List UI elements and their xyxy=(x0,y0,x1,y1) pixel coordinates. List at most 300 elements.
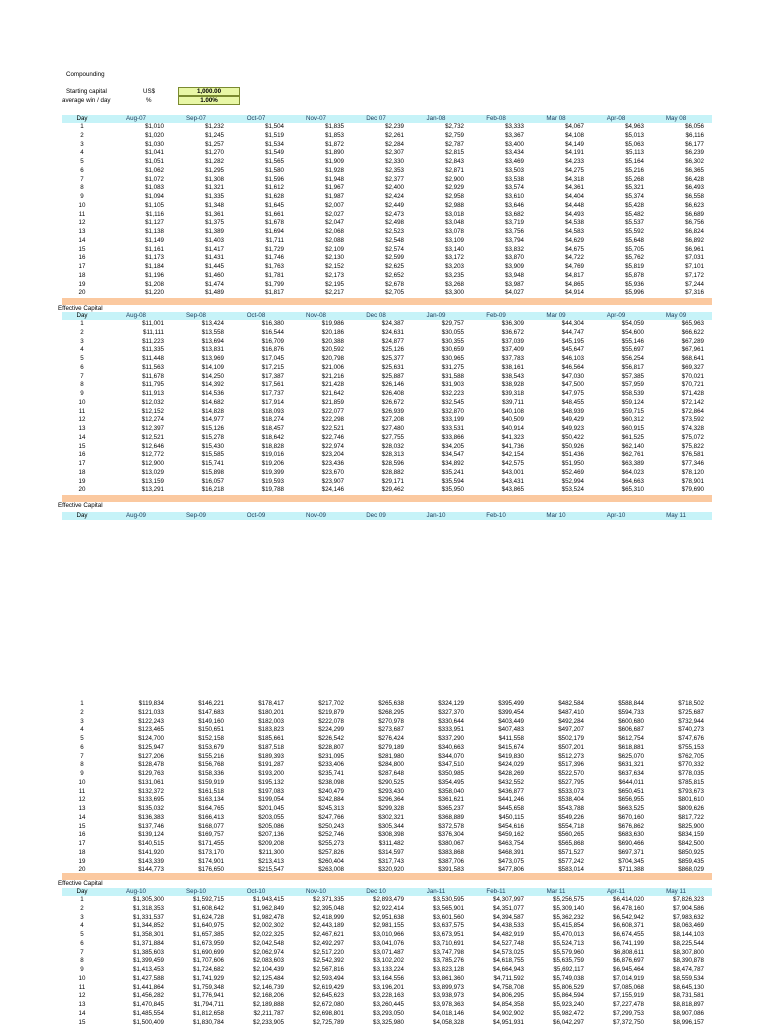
capital-cell: $3,235 xyxy=(445,271,464,279)
capital-cell: $176,650 xyxy=(198,866,224,874)
capital-cell: $29,757 xyxy=(441,320,464,327)
capital-cell: $4,806,295 xyxy=(493,992,524,1000)
capital-cell: $6,478,160 xyxy=(613,904,644,912)
capital-cell: $11,795 xyxy=(142,381,164,389)
capital-cell: $22,298 xyxy=(321,416,344,424)
capital-cell: $3,203 xyxy=(445,263,464,270)
capital-cell: $625,070 xyxy=(618,752,644,760)
capital-cell: $403,449 xyxy=(498,717,524,725)
capital-cell: $12,397 xyxy=(141,425,164,432)
month-header: Sep-09 xyxy=(186,512,206,519)
capital-cell: $123,465 xyxy=(138,726,164,734)
capital-cell: $129,763 xyxy=(138,770,164,777)
capital-cell: $5,415,854 xyxy=(553,922,584,930)
capital-cell: $8,907,086 xyxy=(673,1009,704,1017)
capital-cell: $2,645,623 xyxy=(313,992,344,1000)
capital-cell: $2,705 xyxy=(385,289,404,297)
capital-cell: $4,027 xyxy=(505,289,524,297)
capital-cell: $3,574 xyxy=(505,184,524,192)
capital-cell: $23,204 xyxy=(321,451,344,459)
capital-cell: $25,126 xyxy=(381,346,404,354)
capital-cell: $6,365 xyxy=(685,166,704,174)
average-win-input[interactable]: 1.00% xyxy=(178,96,240,105)
month-header: May 11 xyxy=(666,888,686,895)
capital-cell: $35,950 xyxy=(441,486,464,494)
capital-cell: $1,220 xyxy=(145,289,164,297)
capital-cell: $340,663 xyxy=(438,743,464,751)
capital-cell: $2,284 xyxy=(385,140,404,148)
capital-cell: $2,130 xyxy=(325,254,344,262)
capital-cell: $15,898 xyxy=(201,468,224,476)
capital-cell: $2,233,905 xyxy=(253,1018,284,1026)
day-number: 10 xyxy=(78,398,86,406)
capital-cell: $153,679 xyxy=(198,743,224,751)
capital-cell: $6,042,297 xyxy=(553,1018,584,1026)
capital-cell: $8,144,103 xyxy=(673,931,704,938)
capital-cell: $21,859 xyxy=(321,398,344,406)
capital-cell: $124,700 xyxy=(138,735,164,742)
capital-cell: $69,327 xyxy=(681,363,704,371)
capital-cell: $31,588 xyxy=(441,372,464,380)
capital-cell: $24,146 xyxy=(321,486,344,494)
capital-cell: $432,552 xyxy=(498,778,524,786)
capital-cell: $2,900 xyxy=(445,175,464,183)
capital-cell: $24,631 xyxy=(381,328,404,336)
capital-cell: $2,871 xyxy=(445,166,464,174)
capital-cell: $15,430 xyxy=(201,442,224,450)
day-number: 17 xyxy=(78,263,86,270)
capital-cell: $1,308 xyxy=(205,175,224,183)
capital-cell: $801,610 xyxy=(678,796,704,804)
capital-cell: $7,031 xyxy=(685,254,704,262)
capital-cell: $4,493 xyxy=(565,210,584,218)
capital-cell: $8,390,878 xyxy=(673,957,704,965)
capital-cell: $12,521 xyxy=(141,433,164,441)
capital-cell: $372,578 xyxy=(438,822,464,830)
capital-cell: $1,835 xyxy=(325,123,344,130)
capital-cell: $473,075 xyxy=(498,857,524,865)
capital-cell: $290,525 xyxy=(378,778,404,786)
month-header: Jan-10 xyxy=(426,512,446,519)
day-number: 2 xyxy=(80,328,84,336)
capital-cell: $3,719 xyxy=(505,219,524,227)
capital-cell: $4,914 xyxy=(565,289,584,297)
capital-cell: $2,168,206 xyxy=(253,992,284,1000)
capital-cell: $6,302 xyxy=(685,158,704,165)
day-number: 4 xyxy=(80,346,84,354)
capital-cell: $34,547 xyxy=(441,451,464,459)
capital-cell: $817,722 xyxy=(678,813,704,821)
capital-cell: $3,469 xyxy=(505,158,524,165)
month-header: Mar 11 xyxy=(546,888,566,895)
capital-cell: $185,661 xyxy=(258,735,284,742)
capital-cell: $3,503 xyxy=(505,166,524,174)
average-win-label: average win / day xyxy=(62,97,111,104)
day-number: 9 xyxy=(80,390,84,397)
capital-cell: $1,612 xyxy=(265,184,284,192)
capital-cell: $29,171 xyxy=(381,477,404,485)
capital-cell: $48,455 xyxy=(561,398,584,406)
capital-cell: $4,758,708 xyxy=(493,983,524,991)
capital-cell: $793,673 xyxy=(678,787,704,795)
capital-cell: $1,489 xyxy=(205,289,224,297)
capital-cell: $22,077 xyxy=(321,407,344,415)
capital-cell: $2,922,414 xyxy=(373,904,404,912)
capital-cell: $868,029 xyxy=(678,866,704,874)
capital-cell: $487,410 xyxy=(558,708,584,716)
day-number: 15 xyxy=(78,245,86,253)
capital-cell: $333,951 xyxy=(438,726,464,734)
capital-cell: $5,256,575 xyxy=(553,896,584,903)
day-number: 16 xyxy=(78,254,86,262)
capital-cell: $41,323 xyxy=(501,433,524,441)
capital-cell: $16,380 xyxy=(261,320,284,327)
capital-cell: $3,601,560 xyxy=(433,913,464,921)
capital-cell: $16,876 xyxy=(261,346,284,354)
capital-cell: $5,524,713 xyxy=(553,939,584,947)
capital-cell: $859,435 xyxy=(678,857,704,865)
capital-cell: $13,694 xyxy=(201,337,224,345)
capital-cell: $14,250 xyxy=(201,372,224,380)
capital-cell: $23,907 xyxy=(321,477,344,485)
month-header: Nov-08 xyxy=(306,312,326,319)
capital-cell: $4,817 xyxy=(565,271,584,279)
month-header: Sep-10 xyxy=(186,888,206,895)
capital-cell: $11,111 xyxy=(143,328,164,336)
capital-cell: $1,417 xyxy=(205,245,224,253)
capital-cell: $2,146,739 xyxy=(253,983,284,991)
day-number: 11 xyxy=(78,787,86,795)
capital-cell: $1,245 xyxy=(205,131,224,139)
day-number: 7 xyxy=(80,948,84,956)
capital-cell: $284,800 xyxy=(378,761,404,769)
effective-capital-bar xyxy=(62,495,712,502)
capital-cell: $5,216 xyxy=(625,166,644,174)
day-number: 3 xyxy=(80,140,84,148)
capital-cell: $16,218 xyxy=(201,486,224,494)
capital-cell: $3,637,575 xyxy=(433,922,464,930)
capital-cell: $17,737 xyxy=(261,390,284,397)
capital-cell: $1,196 xyxy=(145,271,164,279)
capital-cell: $7,014,919 xyxy=(613,974,644,982)
sheet-title: Compounding xyxy=(66,71,105,78)
month-header: May 08 xyxy=(665,115,687,122)
capital-cell: $1,361 xyxy=(205,210,224,218)
starting-capital-input[interactable]: 1,000.00 xyxy=(178,87,240,96)
capital-cell: $36,309 xyxy=(501,320,524,327)
day-number: 5 xyxy=(80,735,84,742)
capital-cell: $13,558 xyxy=(201,328,224,336)
capital-cell: $75,822 xyxy=(681,442,704,450)
capital-cell: $133,695 xyxy=(138,796,164,804)
capital-cell: $33,531 xyxy=(441,425,464,432)
capital-cell: $25,887 xyxy=(381,372,404,380)
capital-cell: $5,268 xyxy=(625,175,644,183)
capital-cell: $2,395,048 xyxy=(313,904,344,912)
capital-cell: $2,088 xyxy=(325,236,344,244)
capital-cell: $149,160 xyxy=(198,717,224,725)
capital-cell: $4,865 xyxy=(565,280,584,288)
day-number: 8 xyxy=(80,957,84,965)
capital-cell: $502,179 xyxy=(558,735,584,742)
capital-cell: $1,083 xyxy=(145,184,164,192)
capital-cell: $12,646 xyxy=(141,442,164,450)
capital-cell: $14,392 xyxy=(201,381,224,389)
capital-cell: $554,718 xyxy=(558,822,584,830)
capital-cell: $250,243 xyxy=(318,822,344,830)
capital-cell: $1,010 xyxy=(145,123,164,130)
capital-cell: $314,597 xyxy=(378,848,404,856)
capital-cell: $15,278 xyxy=(201,433,224,441)
capital-cell: $158,336 xyxy=(198,770,224,777)
capital-cell: $5,374 xyxy=(625,193,644,200)
capital-cell: $2,371,335 xyxy=(313,896,344,903)
capital-cell: $3,300 xyxy=(445,289,464,297)
capital-cell: $2,759 xyxy=(445,131,464,139)
capital-cell: $2,109 xyxy=(325,245,344,253)
capital-cell: $59,124 xyxy=(621,398,644,406)
capital-cell: $1,987 xyxy=(325,193,344,200)
capital-cell: $1,173 xyxy=(145,254,164,262)
capital-cell: $19,016 xyxy=(261,451,284,459)
capital-cell: $3,048 xyxy=(445,219,464,227)
capital-cell: $2,725,789 xyxy=(313,1018,344,1026)
capital-cell: $376,304 xyxy=(438,831,464,839)
capital-cell: $1,460 xyxy=(205,271,224,279)
capital-cell: $2,125,484 xyxy=(253,974,284,982)
capital-cell: $21,006 xyxy=(321,363,344,371)
month-header: Jan-09 xyxy=(426,312,446,319)
capital-cell: $1,431 xyxy=(205,254,224,262)
capital-cell: $3,538 xyxy=(505,175,524,183)
capital-cell: $132,372 xyxy=(138,787,164,795)
capital-cell: $1,799 xyxy=(265,280,284,288)
capital-cell: $36,672 xyxy=(501,328,524,336)
capital-cell: $3,109 xyxy=(445,236,464,244)
capital-cell: $2,307 xyxy=(385,149,404,157)
capital-cell: $6,177 xyxy=(685,140,704,148)
capital-cell: $17,215 xyxy=(261,363,284,371)
capital-cell: $4,583 xyxy=(565,228,584,235)
capital-cell: $260,404 xyxy=(318,857,344,865)
day-number: 5 xyxy=(80,355,84,362)
capital-cell: $122,243 xyxy=(138,717,164,725)
capital-cell: $3,325,980 xyxy=(373,1018,404,1026)
day-number: 18 xyxy=(78,848,86,856)
capital-cell: $305,344 xyxy=(378,822,404,830)
capital-cell: $1,208 xyxy=(145,280,164,288)
capital-cell: $1,624,728 xyxy=(193,913,224,921)
month-header: Dec 09 xyxy=(366,512,386,519)
capital-cell: $2,981,155 xyxy=(373,922,404,930)
capital-cell: $2,083,603 xyxy=(253,957,284,965)
capital-cell: $6,428 xyxy=(685,175,704,183)
capital-cell: $380,067 xyxy=(438,840,464,847)
day-number: 20 xyxy=(78,486,86,494)
day-number: 14 xyxy=(78,433,86,441)
capital-cell: $40,509 xyxy=(501,416,524,424)
capital-cell: $704,345 xyxy=(618,857,644,865)
capital-cell: $18,274 xyxy=(261,416,284,424)
day-number: 19 xyxy=(78,280,86,288)
capital-cell: $1,746 xyxy=(265,254,284,262)
capital-cell: $13,291 xyxy=(141,486,164,494)
capital-cell: $365,237 xyxy=(438,805,464,812)
capital-cell: $2,467,621 xyxy=(313,931,344,938)
capital-cell: $163,134 xyxy=(198,796,224,804)
capital-cell: $2,492,297 xyxy=(313,939,344,947)
capital-cell: $14,109 xyxy=(201,363,224,371)
capital-cell: $19,986 xyxy=(321,320,344,327)
capital-cell: $1,485,554 xyxy=(133,1009,164,1017)
capital-cell: $1,967 xyxy=(325,184,344,192)
capital-cell: $4,318 xyxy=(565,175,584,183)
capital-cell: $2,815 xyxy=(445,149,464,157)
capital-cell: $182,003 xyxy=(258,717,284,725)
capital-cell: $5,113 xyxy=(625,149,644,157)
day-number: 20 xyxy=(78,866,86,874)
capital-cell: $477,806 xyxy=(498,866,524,874)
capital-cell: $302,321 xyxy=(378,813,404,821)
capital-cell: $15,126 xyxy=(201,425,224,432)
capital-cell: $711,388 xyxy=(618,866,644,874)
capital-cell: $8,225,544 xyxy=(673,939,704,947)
capital-cell: $320,920 xyxy=(378,866,404,874)
month-header: Sep-08 xyxy=(186,312,206,319)
capital-cell: $1,072 xyxy=(145,175,164,183)
capital-cell: $747,676 xyxy=(678,735,704,742)
capital-cell: $2,593,494 xyxy=(313,974,344,982)
capital-cell: $78,120 xyxy=(681,468,704,476)
capital-cell: $1,943,415 xyxy=(253,896,284,903)
capital-cell: $5,482 xyxy=(625,210,644,218)
capital-cell: $255,273 xyxy=(318,840,344,847)
capital-cell: $50,926 xyxy=(561,442,584,450)
capital-cell: $3,899,973 xyxy=(433,983,464,991)
capital-cell: $23,670 xyxy=(321,468,344,476)
capital-cell: $583,014 xyxy=(558,866,584,874)
capital-cell: $1,030 xyxy=(145,140,164,148)
capital-cell: $11,563 xyxy=(142,363,164,371)
capital-cell: $4,233 xyxy=(565,158,584,165)
capital-cell: $235,741 xyxy=(318,770,344,777)
capital-cell: $3,565,901 xyxy=(433,904,464,912)
capital-cell: $152,158 xyxy=(198,735,224,742)
capital-cell: $211,300 xyxy=(258,848,284,856)
capital-cell: $1,640,975 xyxy=(193,922,224,930)
capital-cell: $33,866 xyxy=(441,433,464,441)
day-number: 9 xyxy=(80,193,84,200)
capital-cell: $23,436 xyxy=(321,460,344,467)
capital-cell: $127,206 xyxy=(138,752,164,760)
capital-cell: $33,199 xyxy=(441,416,464,424)
capital-cell: $32,870 xyxy=(441,407,464,415)
capital-cell: $6,558 xyxy=(685,193,704,200)
capital-cell: $3,747,798 xyxy=(433,948,464,956)
month-header: Jan-08 xyxy=(426,115,446,122)
capital-cell: $139,124 xyxy=(138,831,164,839)
capital-cell: $631,321 xyxy=(618,761,644,769)
capital-cell: $2,599 xyxy=(385,254,404,262)
capital-cell: $2,625 xyxy=(385,263,404,270)
capital-cell: $2,443,189 xyxy=(313,922,344,930)
capital-cell: $59,715 xyxy=(621,407,644,415)
capital-cell: $3,832 xyxy=(505,245,524,253)
capital-cell: $2,068 xyxy=(325,228,344,235)
capital-cell: $56,254 xyxy=(621,355,644,362)
capital-cell: $60,915 xyxy=(621,425,644,432)
month-header: Feb-09 xyxy=(486,312,506,319)
starting-capital-unit: US$ xyxy=(143,88,156,95)
capital-cell: $58,539 xyxy=(621,390,644,397)
capital-cell: $7,172 xyxy=(685,271,704,279)
capital-cell: $12,274 xyxy=(141,416,164,424)
capital-cell: $62,761 xyxy=(621,451,644,459)
month-header: Sep-07 xyxy=(186,115,206,122)
month-header: Oct-09 xyxy=(246,512,266,519)
capital-cell: $3,260,445 xyxy=(373,1001,404,1008)
capital-cell: $6,824 xyxy=(685,228,704,235)
capital-cell: $337,290 xyxy=(438,735,464,742)
capital-cell: $14,828 xyxy=(201,407,224,415)
capital-cell: $512,273 xyxy=(558,752,584,760)
capital-cell: $22,974 xyxy=(321,442,344,450)
capital-cell: $67,289 xyxy=(681,337,704,345)
capital-cell: $6,623 xyxy=(685,201,704,209)
capital-cell: $6,756 xyxy=(685,219,704,227)
capital-cell: $43,431 xyxy=(501,477,524,485)
capital-cell: $18,642 xyxy=(261,433,284,441)
capital-cell: $201,045 xyxy=(258,805,284,812)
capital-cell: $1,138 xyxy=(145,228,164,235)
capital-cell: $155,216 xyxy=(198,752,224,760)
day-number: 11 xyxy=(78,210,86,218)
capital-cell: $1,427,588 xyxy=(133,974,164,982)
capital-cell: $2,007 xyxy=(325,201,344,209)
capital-cell: $1,358,301 xyxy=(133,931,164,938)
day-number: 1 xyxy=(80,320,84,327)
capital-cell: $1,051 xyxy=(145,158,164,165)
capital-cell: $4,618,755 xyxy=(493,957,524,965)
day-number: 20 xyxy=(78,289,86,297)
capital-cell: $44,747 xyxy=(561,328,584,336)
capital-cell: $683,630 xyxy=(618,831,644,839)
capital-cell: $178,417 xyxy=(258,700,284,707)
capital-cell: $61,525 xyxy=(621,433,644,441)
capital-cell: $161,518 xyxy=(198,787,224,795)
capital-cell: $7,372,750 xyxy=(613,1018,644,1026)
capital-cell: $24,387 xyxy=(381,320,404,327)
capital-cell: $11,448 xyxy=(142,355,164,362)
capital-cell: $189,393 xyxy=(258,752,284,760)
capital-cell: $5,878 xyxy=(625,271,644,279)
capital-cell: $3,938,973 xyxy=(433,992,464,1000)
day-number: 6 xyxy=(80,743,84,751)
capital-cell: $1,729 xyxy=(265,245,284,253)
capital-cell: $143,339 xyxy=(138,857,164,865)
capital-cell: $2,152 xyxy=(325,263,344,270)
capital-cell: $5,321 xyxy=(625,184,644,192)
month-header: Oct-08 xyxy=(246,312,266,319)
capital-cell: $7,085,068 xyxy=(613,983,644,991)
day-number: 13 xyxy=(78,805,86,812)
capital-cell: $30,355 xyxy=(441,337,464,345)
capital-cell: $1,707,606 xyxy=(193,957,224,965)
capital-cell: $75,072 xyxy=(681,433,704,441)
capital-cell: $11,678 xyxy=(142,372,164,380)
capital-cell: $39,711 xyxy=(502,398,524,406)
capital-cell: $173,170 xyxy=(198,848,224,856)
